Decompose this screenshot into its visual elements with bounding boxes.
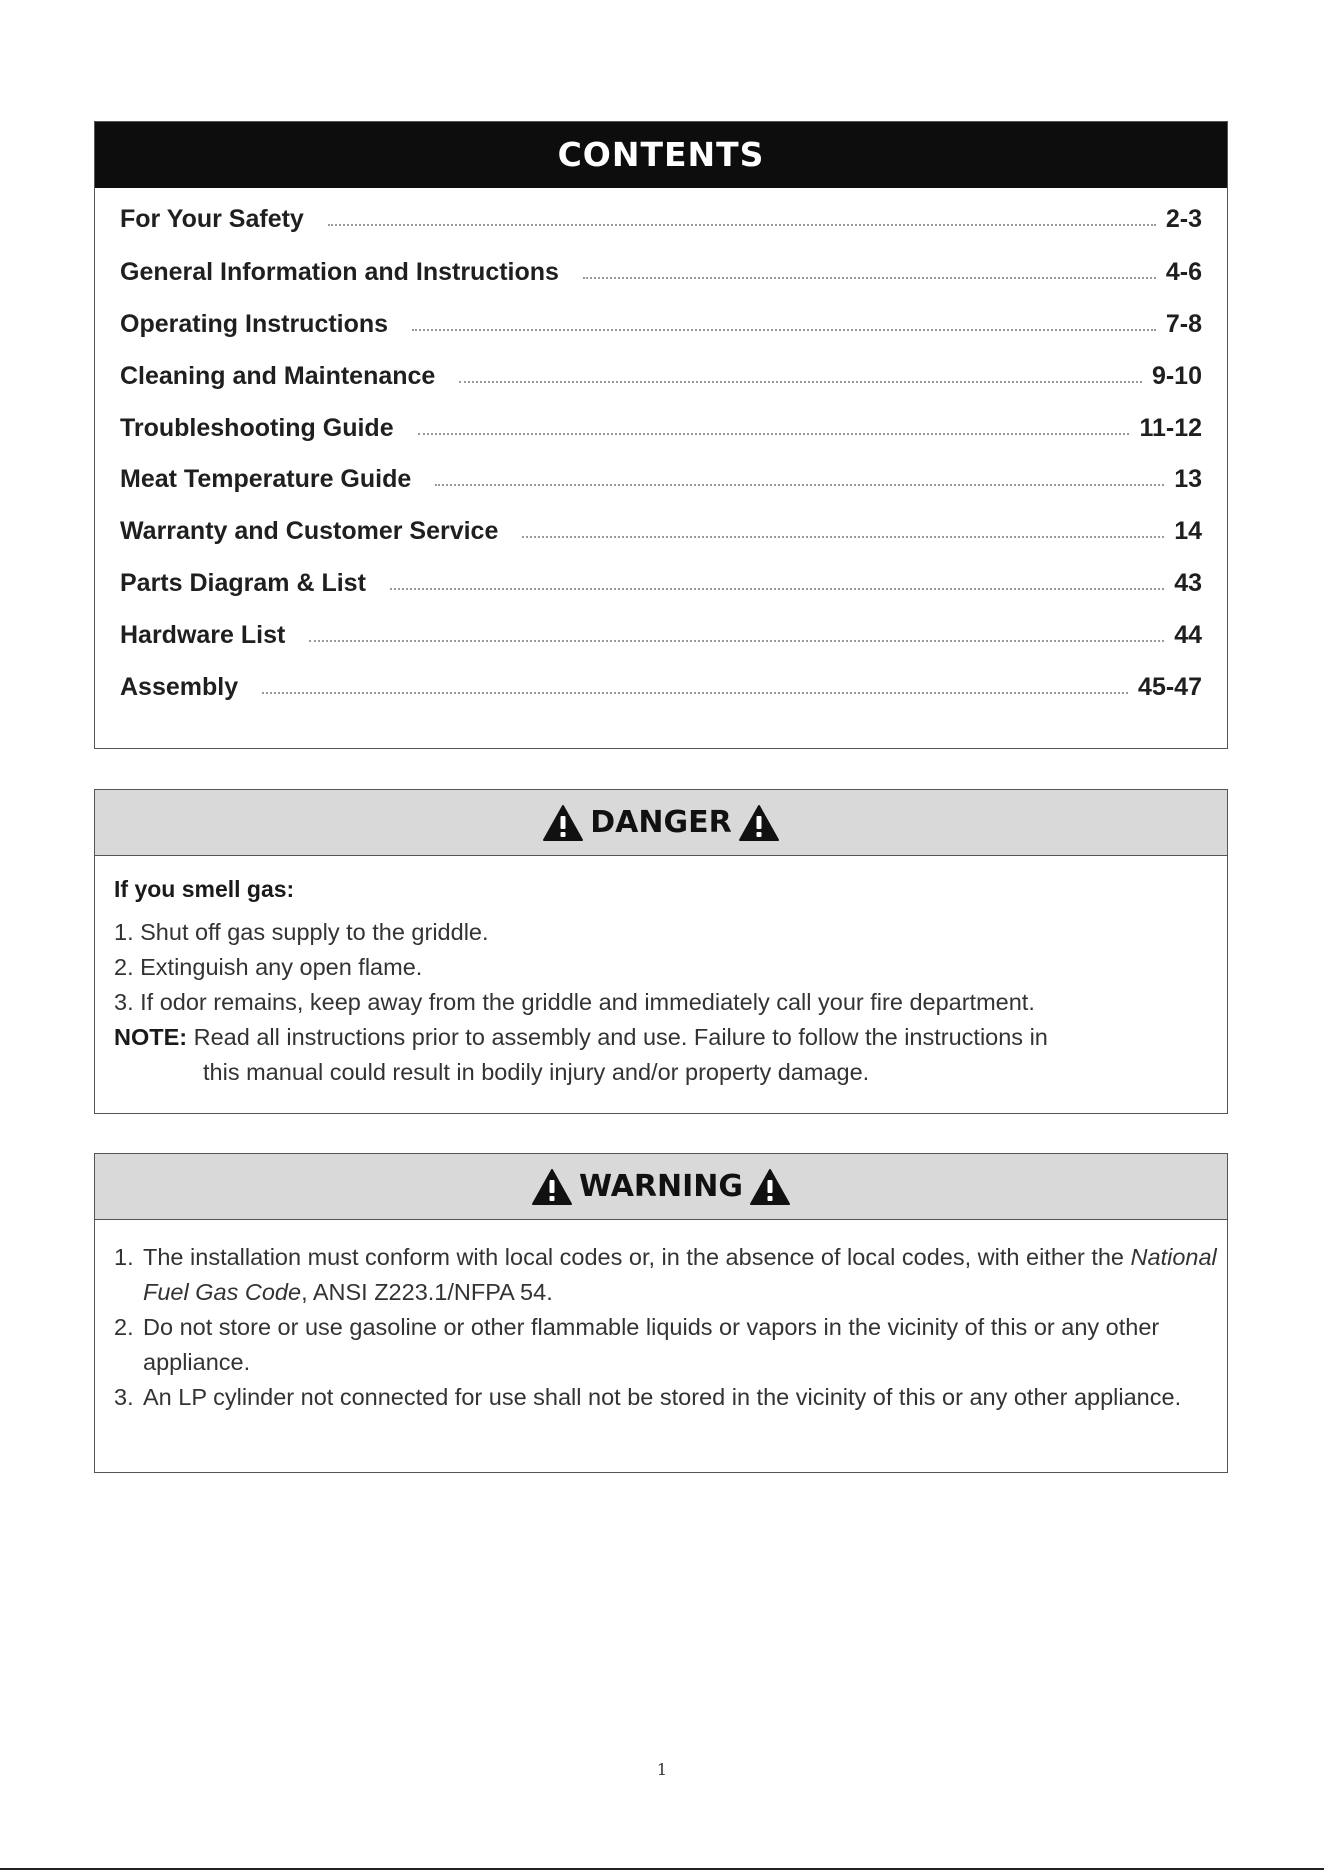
warning-triangle-icon [749, 1168, 791, 1206]
toc-entry-pages: 14 [1174, 516, 1202, 545]
leader-dots [583, 277, 1156, 279]
toc-entry-title: Troubleshooting Guide [120, 413, 394, 442]
toc-entry-pages: 7-8 [1165, 309, 1202, 338]
toc-entry-pages: 13 [1174, 464, 1202, 493]
toc-entry-title: Assembly [120, 672, 239, 701]
toc-entry-pages: 11-12 [1139, 413, 1202, 442]
toc-entry-pages: 9-10 [1151, 361, 1202, 390]
warning-triangle-icon [738, 804, 780, 842]
note-text: Read all instructions prior to assembly and use. Failure to follow the instructions in [187, 1024, 1048, 1050]
danger-box [94, 789, 1228, 1114]
toc-entry-title: Hardware List [120, 620, 286, 649]
bottom-rule [0, 1868, 1324, 1870]
warning-item-number: 2. [114, 1314, 134, 1340]
toc-entry-pages: 45-47 [1138, 672, 1202, 701]
toc-entry-title: Warranty and Customer Service [120, 516, 499, 545]
toc-entry-title: Meat Temperature Guide [120, 464, 412, 493]
toc-entry[interactable] [120, 615, 1202, 655]
leader-dots [328, 224, 1156, 226]
toc-entry[interactable] [120, 199, 1202, 239]
toc-entry[interactable] [120, 511, 1202, 551]
danger-item: 1. Shut off gas supply to the griddle. [114, 919, 489, 945]
page-number: 1 [656, 1760, 668, 1779]
warning-item [114, 1380, 1219, 1415]
toc-entry-pages: 2-3 [1165, 204, 1202, 233]
danger-note [114, 1020, 1214, 1090]
danger-title: DANGER [590, 805, 732, 840]
contents-box [94, 121, 1228, 749]
danger-header [95, 790, 1227, 856]
toc-entry-title: Parts Diagram & List [120, 568, 366, 597]
toc-entry[interactable] [120, 356, 1202, 396]
toc-entry-title: General Information and Instructions [120, 257, 559, 286]
leader-dots [262, 692, 1128, 694]
warning-item-number: 1. [114, 1244, 134, 1270]
danger-item: 2. Extinguish any open flame. [114, 954, 423, 980]
contents-title: CONTENTS [95, 122, 1227, 188]
warning-item [114, 1310, 1219, 1380]
warning-box [94, 1153, 1228, 1473]
leader-dots [459, 381, 1142, 383]
toc-entry[interactable] [120, 563, 1202, 603]
warning-triangle-icon [542, 804, 584, 842]
note-text-continued: this manual could result in bodily injury and/or property damage. [203, 1059, 870, 1085]
warning-item-text: Do not store or use gasoline or other flammable liquids or vapors in the vicinity of this or any other appliance. [143, 1314, 1160, 1375]
warning-item [114, 1240, 1219, 1310]
toc-entry[interactable] [120, 304, 1202, 344]
leader-dots [412, 329, 1156, 331]
toc-entry[interactable] [120, 408, 1202, 448]
warning-triangle-icon [531, 1168, 573, 1206]
toc-entry[interactable] [120, 667, 1202, 707]
toc-entry-title: Cleaning and Maintenance [120, 361, 436, 390]
note-label: NOTE: [114, 1024, 188, 1050]
warning-item-text: An LP cylinder not connected for use shall not be stored in the vicinity of this or any other appliance. [143, 1384, 1182, 1410]
danger-item: 3. If odor remains, keep away from the griddle and immediately call your fire department. [114, 989, 1035, 1015]
danger-heading: If you smell gas: [114, 876, 295, 902]
toc-entry[interactable] [120, 459, 1202, 499]
toc-entry-pages: 4-6 [1165, 257, 1202, 286]
leader-dots [435, 484, 1164, 486]
warning-title: WARNING [578, 1169, 744, 1204]
toc-entry-pages: 44 [1174, 620, 1202, 649]
leader-dots [309, 640, 1164, 642]
toc-entry[interactable] [120, 252, 1202, 292]
leader-dots [418, 433, 1130, 435]
warning-header [95, 1154, 1227, 1220]
toc-entry-title: For Your Safety [120, 204, 304, 233]
warning-item-text: The installation must conform with local codes or, in the absence of local codes, with either the National Fuel Gas Code, ANSI Z223.1/NFPA 54. [143, 1244, 1217, 1305]
warning-list [114, 1240, 1219, 1415]
toc-entry-title: Operating Instructions [120, 309, 389, 338]
toc-entry-pages: 43 [1174, 568, 1202, 597]
code-reference: National Fuel Gas Code [143, 1244, 1217, 1305]
warning-item-number: 3. [114, 1384, 134, 1410]
leader-dots [522, 536, 1164, 538]
danger-list [114, 915, 1035, 1020]
leader-dots [390, 588, 1164, 590]
